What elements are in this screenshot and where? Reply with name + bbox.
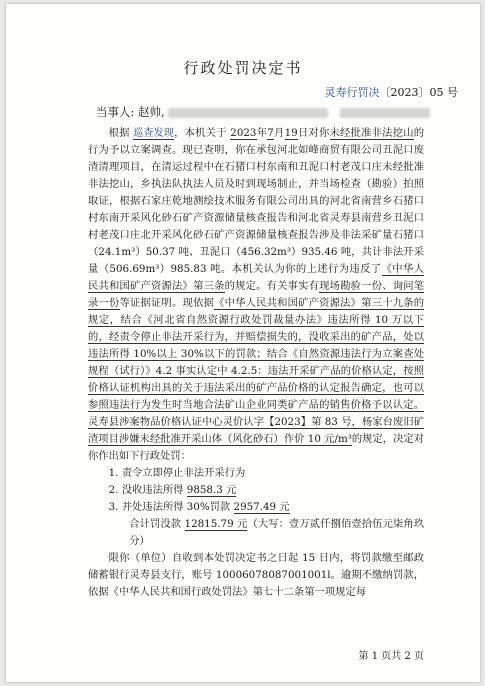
fill-case: 未经批准非法挖山 [329,127,414,139]
fill-total: 12815.79 元 [184,518,248,530]
text: 月 [273,127,285,139]
text: 2. 没收违法所得 [108,484,184,496]
fill-day: 19 [284,127,298,139]
text: 日对你 [297,127,330,139]
document-number [325,84,459,100]
document-body [88,125,424,601]
fill-year: 2023 [230,127,257,139]
redacted-block [340,108,430,118]
document-title: 行政处罚决定书 [183,59,303,77]
doc-number-suffix: 〔2023〕05 号 [379,86,458,99]
fill-confiscation: 9858.3 元 [186,484,237,496]
fill-basis-law: 《中华人民共和国矿产资源法》第三十九条的规定，结合《河北省自然资源行政处罚裁量办法》违法所得 10 万以下的，经责令停止非法开采行为，并赔偿损失的，没收采出的矿产品，处以违法所得 10%以上 30%以下的罚款；结合《自然资源违法行为立案查处规程（试行）》4.2 事实认定中 4.2.5：违法开采矿产品的价格认定，按照价格认证机构出具的关于违法采出的矿产品价格的认定报告确定，也可以参照违法行为发生时当地合法矿山企业同类矿产品的销售价格予以认定。灵寿县涉案物品价格认证中心灵价认字【2023】第 83 号，杨家台废旧矿渣项目涉嫌未经批准开采山体（风化砂石）作价 10 元/m³ [88,297,425,445]
paragraph-facts [88,125,424,465]
penalty-total [88,516,424,550]
party-line [96,104,430,120]
text: 等证据证明。现依据 [119,297,215,309]
text: 的行为予以立案调查。现已查明，你在承包河北如峰商贸有限公司丑泥口废渣清理项目，在清运过程中在石猪口村东南和丑泥口村老茂口庄未经批准非法挖山，乡执法队执法人员及时到现场制止，并当场检查（勘验）拍照取证，根据石家庄乾地测绘技术服务有限公司出具的河北省南营乡石猪口村东南开采风化砂石矿产资源储量核查报告和河北省灵寿县南营乡丑泥口村老茂口庄北开采风化砂石矿产资源储量核查报告涉及非法采矿量石猪口（24.1m³）50.37 吨、丑泥口（456.32m³）935.46 吨，共计非法开采量（506.69m³）985.83 吨。本机关认为你的上述行为违反了 [88,127,425,275]
penalty-item-3 [88,499,424,516]
fill-month: 7 [267,127,274,139]
text: 的规定。有关事实有 [224,280,320,292]
penalty-item-2 [88,482,424,499]
fill-basis: 巡查发现 [133,128,175,139]
party-label: 当事人: [96,105,135,119]
paragraph-payment: 限你（单位）自收到本处罚决定书之日起 15 日内，将罚款缴至邮政储蓄银行灵寿县支行，账号 10006078087001001l。逾期不缴纳罚款，依据《中华人民共和国行政处罚法》第七十二条第一项规定每 [88,552,424,598]
text: 3. 并处违法所得 30%罚款 [108,501,231,513]
text: 根据 [108,127,130,139]
document-page [6,4,480,682]
text: 合计罚没款 [129,518,182,530]
fill-evidence: 现场勘验一份、询问笔录一份 [88,280,425,309]
text: 的规定，决定对你作出如下行政处罚： [88,433,425,462]
fill-fine: 2957.49 元 [233,501,290,513]
doc-number-prefix: 灵寿行罚决 [324,86,380,99]
penalty-item-1: 1. 责令立即停止非法开采行为 [108,467,246,479]
text: 年 [256,127,268,139]
fill-law: 《中华人民共和国矿产资源法》第三条 [88,263,424,292]
text: （大写：壹万贰仟捌佰壹拾伍元柒角玖分） [129,518,425,547]
redacted-block [168,108,328,118]
page-number: 第 1 页共 2 页 [358,651,424,662]
party-name: 赵帅, [138,105,165,119]
text: ，本机关于 [174,127,227,139]
